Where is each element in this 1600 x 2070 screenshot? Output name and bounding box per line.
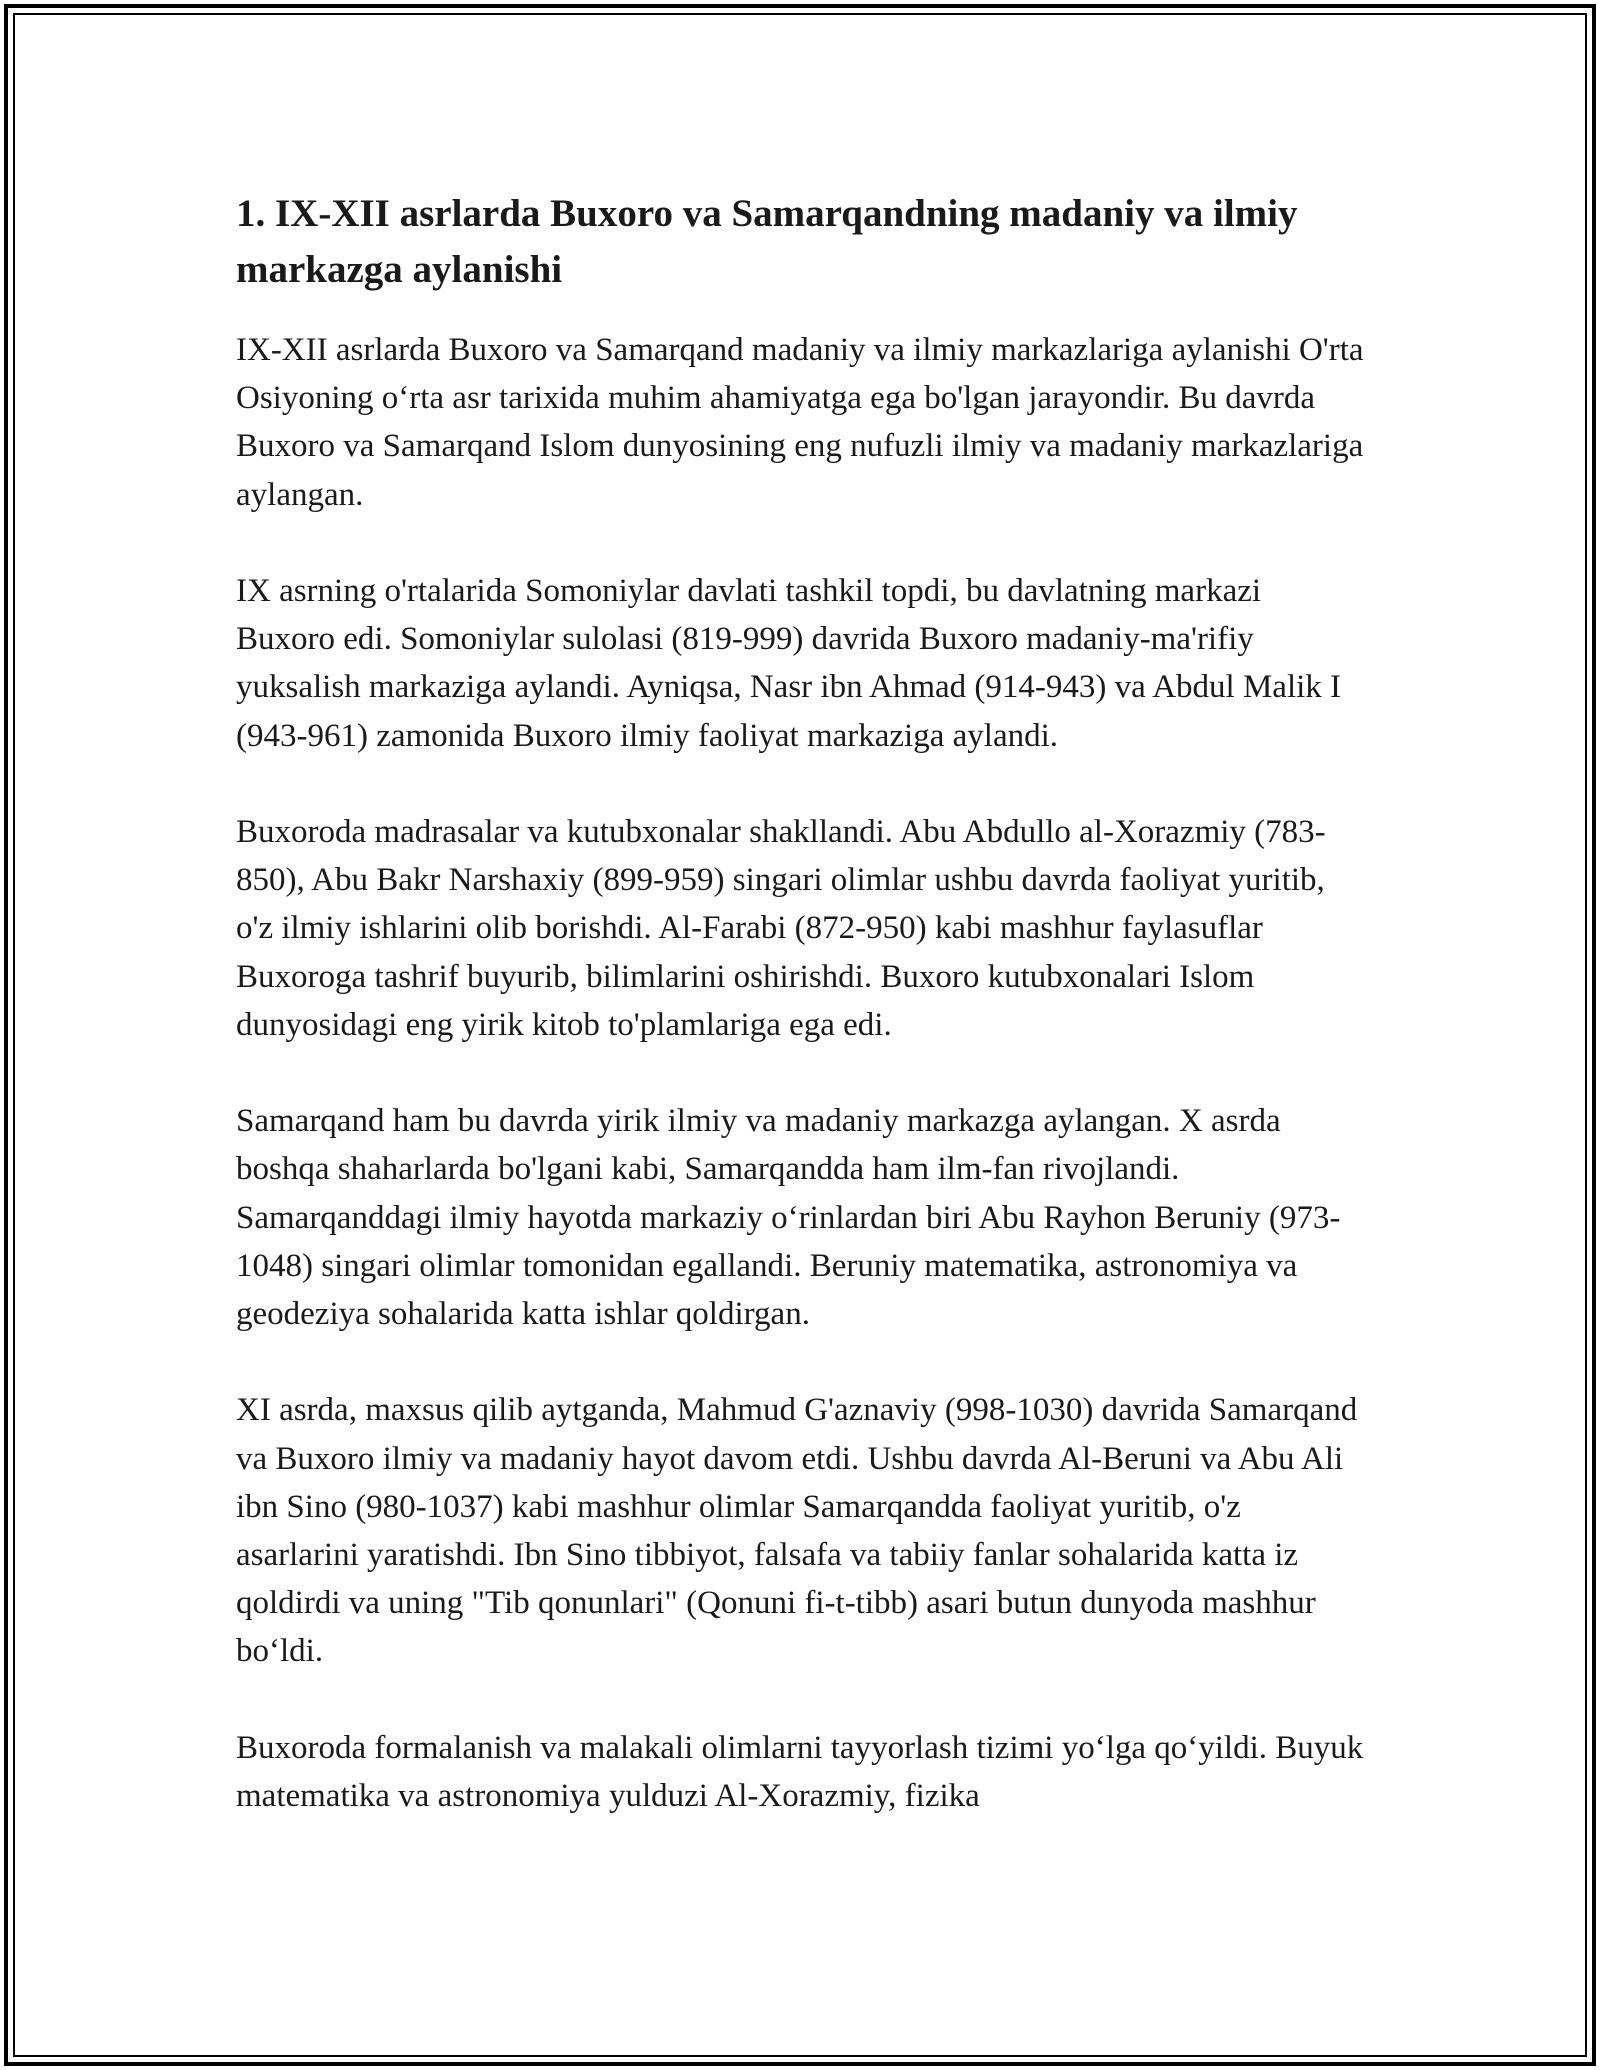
- document-body: [236, 186, 1366, 1868]
- paragraph-2: IX asrning o'rtalarida Somoniylar davlati tashkil topdi, bu davlatning markazi Buxoro edi. Somoniylar sulolasi (819-999) davrida Buxoro madaniy-ma'rifiy yuksalish markaziga aylandi. Ayniqsa, Nasr ibn Ahmad (914-943) va Abdul Malik I (943-961) zamonida Buxoro ilmiy faoliyat markaziga aylandi.: [236, 573, 1342, 754]
- paragraph-6: Buxoroda formalanish va malakali olimlarni tayyorlash tizimi yo‘lga qo‘yildi. Buyuk matematika va astronomiya yulduzi Al-Xorazmiy, fizika: [236, 1729, 1364, 1815]
- paragraph-5: XI asrda, maxsus qilib aytganda, Mahmud G'aznaviy (998-1030) davrida Samarqand va Buxoro ilmiy va madaniy hayot davom etdi. Ushbu davrda Al-Beruni va Abu Ali ibn Sino (980-1037) kabi mashhur olimlar Samarqandda faoliyat yuritib, o'z asarlarini yaratishdi. Ibn Sino tibbiyot, falsafa va tabiiy fanlar sohalarida katta iz qoldirdi va uning "Tib qonunlari" (Qonuni fi-t-tibb) asari butun dunyoda mashhur bo‘ldi.: [236, 1392, 1358, 1670]
- paragraph-1: IX-XII asrlarda Buxoro va Samarqand madaniy va ilmiy markazlariga aylanishi O'rta Osiyoning o‘rta asr tarixida muhim ahamiyatga ega bo'lgan jarayondir. Bu davrda Buxoro va Samarqand Islom dunyosining eng nufuzli ilmiy va madaniy markazlariga aylangan.: [236, 332, 1364, 513]
- section-heading: 1. IX-XII asrlarda Buxoro va Samarqandning madaniy va ilmiy markazga aylanishi: [236, 192, 1298, 291]
- paragraph-3: Buxoroda madrasalar va kutubxonalar shakllandi. Abu Abdullo al-Xorazmiy (783-850), Abu Bakr Narshaxiy (899-959) singari olimlar ushbu davrda faoliyat yuritib, o'z ilmiy ishlarini olib borishdi. Al-Farabi (872-950) kabi mashhur faylasuflar Buxoroga tashrif buyurib, bilimlarini oshirishdi. Buxoro kutubxonalari Islom dunyosidagi eng yirik kitob to'plamlariga ega edi.: [236, 814, 1326, 1043]
- paragraph-4: Samarqand ham bu davrda yirik ilmiy va madaniy markazga aylangan. X asrda boshqa shaharlarda bo'lgani kabi, Samarqandda ham ilm-fan rivojlandi. Samarqanddagi ilmiy hayotda markaziy o‘rinlardan biri Abu Rayhon Beruniy (973-1048) singari olimlar tomonidan egallandi. Beruniy matematika, astronomiya va geodeziya sohalarida katta ishlar qoldirgan.: [236, 1103, 1341, 1333]
